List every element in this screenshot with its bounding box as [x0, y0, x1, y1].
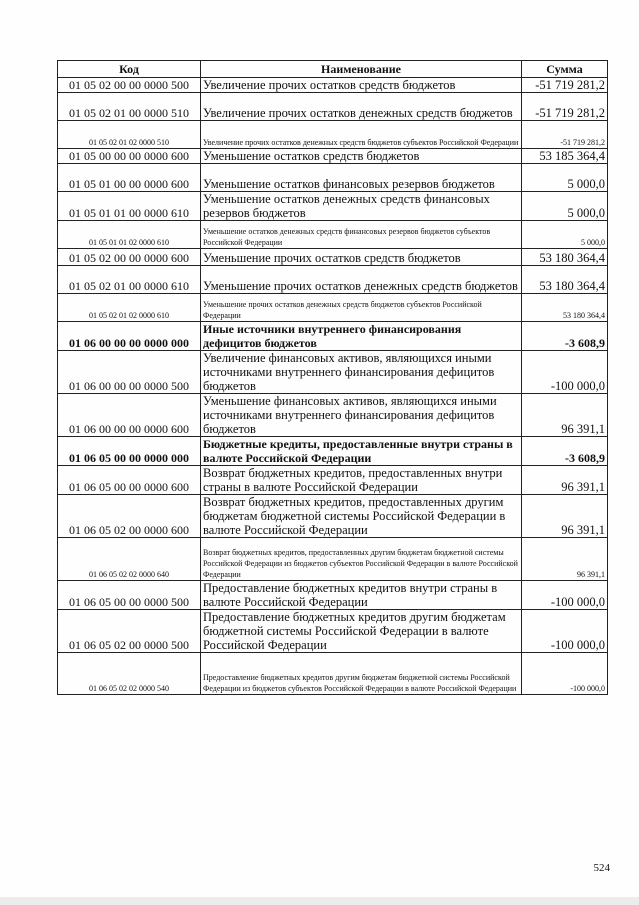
name-cell: Предоставление бюджетных кредитов другим бюджетам бюджетной системы Российской Федерации из бюджетов субъектов Российской Федерации в валюте Российской Федерации [201, 653, 522, 695]
code-cell: 01 05 02 01 00 0000 510 [58, 93, 201, 121]
name-cell: Уменьшение остатков денежных средств финансовых резервов бюджетов [201, 192, 522, 221]
budget-sources-table [57, 60, 608, 695]
code-cell: 01 05 02 01 02 0000 510 [58, 121, 201, 149]
sum-cell: 5 000,0 [522, 192, 608, 221]
code-cell: 01 05 01 00 00 0000 600 [58, 164, 201, 192]
table-row [58, 653, 608, 695]
code-cell: 01 06 05 02 02 0000 540 [58, 653, 201, 695]
column-header-name: Наименование [201, 61, 522, 78]
sum-cell: -3 608,9 [522, 322, 608, 351]
sum-cell: -100 000,0 [522, 351, 608, 394]
name-cell: Увеличение прочих остатков денежных средств бюджетов [201, 93, 522, 121]
table-row [58, 249, 608, 266]
table-body [58, 78, 608, 695]
code-cell: 01 05 00 00 00 0000 600 [58, 149, 201, 164]
name-cell: Уменьшение прочих остатков денежных средств бюджетов [201, 266, 522, 294]
code-cell: 01 06 05 02 02 0000 640 [58, 538, 201, 581]
sum-cell: 53 180 364,4 [522, 294, 608, 322]
table-row [58, 266, 608, 294]
name-cell: Уменьшение прочих остатков денежных средств бюджетов субъектов Российской Федерации [201, 294, 522, 322]
table-row [58, 538, 608, 581]
code-cell: 01 06 05 02 00 0000 500 [58, 610, 201, 653]
name-cell: Увеличение финансовых активов, являющихся иными источниками внутреннего финансирования дефицитов бюджетов [201, 351, 522, 394]
sum-cell: -100 000,0 [522, 653, 608, 695]
sum-cell: 96 391,1 [522, 466, 608, 495]
table-row [58, 149, 608, 164]
name-cell: Возврат бюджетных кредитов, предоставленных другим бюджетам бюджетной системы Российской Федерации из бюджетов субъектов Российской Федерации в валюте Российской Федерации [201, 538, 522, 581]
code-cell: 01 05 02 00 00 0000 600 [58, 249, 201, 266]
sum-cell: 53 185 364,4 [522, 149, 608, 164]
table-row [58, 610, 608, 653]
sum-cell: -51 719 281,2 [522, 93, 608, 121]
sum-cell: -51 719 281,2 [522, 78, 608, 93]
code-cell: 01 05 02 01 00 0000 610 [58, 266, 201, 294]
name-cell: Возврат бюджетных кредитов, предоставленных внутри страны в валюте Российской Федерации [201, 466, 522, 495]
name-cell: Предоставление бюджетных кредитов внутри страны в валюте Российской Федерации [201, 581, 522, 610]
code-cell: 01 05 01 01 02 0000 610 [58, 221, 201, 249]
column-header-sum: Сумма [522, 61, 608, 78]
sum-cell: 5 000,0 [522, 221, 608, 249]
table-row [58, 78, 608, 93]
sum-cell: -100 000,0 [522, 610, 608, 653]
table-row [58, 121, 608, 149]
name-cell: Уменьшение остатков финансовых резервов бюджетов [201, 164, 522, 192]
sum-cell: 53 180 364,4 [522, 266, 608, 294]
code-cell: 01 06 05 00 00 0000 000 [58, 437, 201, 466]
table-header-row [58, 61, 608, 78]
table-row [58, 495, 608, 538]
name-cell: Возврат бюджетных кредитов, предоставленных другим бюджетам бюджетной системы Российской Федерации в валюте Российской Федерации [201, 495, 522, 538]
code-cell: 01 06 05 02 00 0000 600 [58, 495, 201, 538]
table-row [58, 351, 608, 394]
scan-bottom-strip [0, 897, 639, 905]
table-row [58, 192, 608, 221]
sum-cell: 53 180 364,4 [522, 249, 608, 266]
code-cell: 01 06 05 00 00 0000 500 [58, 581, 201, 610]
name-cell: Бюджетные кредиты, предоставленные внутри страны в валюте Российской Федерации [201, 437, 522, 466]
code-cell: 01 06 00 00 00 0000 600 [58, 394, 201, 437]
table-row [58, 294, 608, 322]
table-row [58, 437, 608, 466]
sum-cell: -3 608,9 [522, 437, 608, 466]
code-cell: 01 05 02 01 02 0000 610 [58, 294, 201, 322]
code-cell: 01 05 01 01 00 0000 610 [58, 192, 201, 221]
table-row [58, 221, 608, 249]
table-row [58, 164, 608, 192]
table-row [58, 394, 608, 437]
table-row [58, 93, 608, 121]
name-cell: Уменьшение прочих остатков средств бюджетов [201, 249, 522, 266]
name-cell: Иные источники внутреннего финансирования дефицитов бюджетов [201, 322, 522, 351]
code-cell: 01 06 05 00 00 0000 600 [58, 466, 201, 495]
name-cell: Уменьшение остатков средств бюджетов [201, 149, 522, 164]
sum-cell: 5 000,0 [522, 164, 608, 192]
code-cell: 01 05 02 00 00 0000 500 [58, 78, 201, 93]
table-row [58, 466, 608, 495]
sum-cell: -51 719 281,2 [522, 121, 608, 149]
sum-cell: 96 391,1 [522, 394, 608, 437]
sum-cell: -100 000,0 [522, 581, 608, 610]
name-cell: Предоставление бюджетных кредитов другим бюджетам бюджетной системы Российской Федерации в валюте Российской Федерации [201, 610, 522, 653]
table-row [58, 581, 608, 610]
column-header-code: Код [58, 61, 201, 78]
name-cell: Увеличение прочих остатков денежных средств бюджетов субъектов Российской Федерации [201, 121, 522, 149]
name-cell: Увеличение прочих остатков средств бюджетов [201, 78, 522, 93]
table-row [58, 322, 608, 351]
code-cell: 01 06 00 00 00 0000 500 [58, 351, 201, 394]
name-cell: Уменьшение остатков денежных средств финансовых резервов бюджетов субъектов Российской Федерации [201, 221, 522, 249]
page-number: 524 [593, 862, 610, 874]
sum-cell: 96 391,1 [522, 538, 608, 581]
name-cell: Уменьшение финансовых активов, являющихся иными источниками внутреннего финансирования дефицитов бюджетов [201, 394, 522, 437]
code-cell: 01 06 00 00 00 0000 000 [58, 322, 201, 351]
sum-cell: 96 391,1 [522, 495, 608, 538]
